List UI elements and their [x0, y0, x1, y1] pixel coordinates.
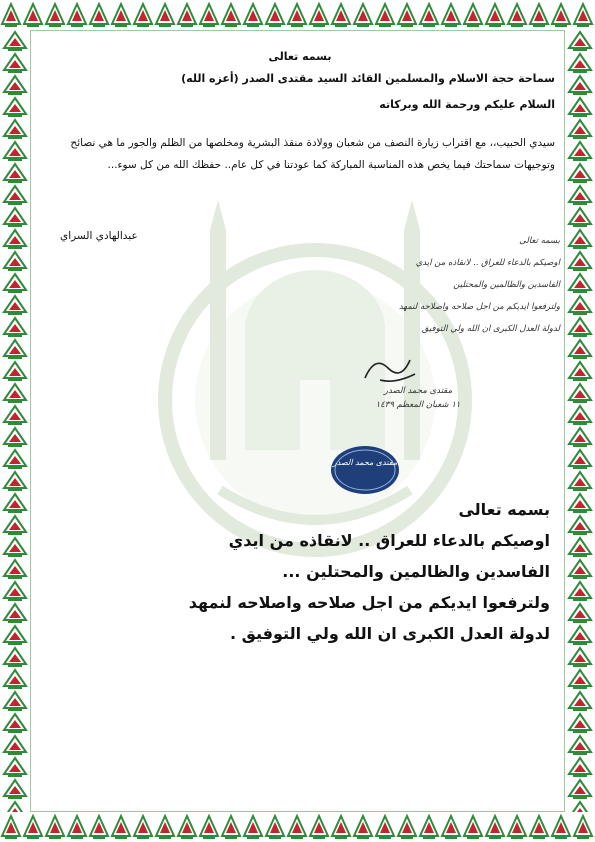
border-top — [0, 0, 595, 30]
transcription-line-3: الفاسدين والظالمين والمحتلين ... — [282, 562, 550, 581]
handwritten-line: الفاسدين والظالمين والمحتلين — [453, 280, 560, 290]
transcription-line-5: لدولة العدل الكبرى ان الله ولي التوفيق . — [229, 624, 550, 643]
transcription-line-1: بسمه تعالى — [458, 500, 550, 519]
signature-date: ١١ شعبان المعظم ١٤٣٩ — [375, 400, 461, 410]
letter-basmala: بسمه تعالى — [268, 50, 332, 63]
letter-body: سيدي الحبيب،، مع اقتراب زيارة النصف من شعبان وولادة منقذ البشرية ومخلصها من الظلم والجور ما هي نصائح وتوجيهات سماحتك فيما يخص هذه المناسبة المباركة كما عودتنا في كل عام.. حفظك الله من كل سوء... — [70, 137, 555, 171]
official-seal-icon — [330, 445, 400, 495]
border-bottom-pattern — [0, 812, 595, 842]
handwritten-line: بسمه تعالى — [519, 236, 560, 246]
handwritten-line: اوصيكم بالدعاء للعراق .. لانقاذه من ايدي — [415, 258, 560, 268]
transcription-line-2: اوصيكم بالدعاء للعراق .. لانقاذه من ايدي — [228, 531, 550, 550]
border-right-pattern — [565, 30, 595, 812]
transcription-line-4: ولترفعوا ايديكم من اجل صلاحه واصلاحه لنمهد — [188, 593, 550, 612]
seal-text: مقتدى محمد الصدر — [332, 458, 398, 467]
signature-name: مقتدى محمد الصدر — [383, 386, 453, 396]
handwritten-reply — [320, 228, 560, 458]
border-left-pattern — [0, 30, 30, 812]
letter-signer: عبدالهادي السراي — [60, 230, 138, 242]
border-right — [565, 30, 595, 812]
handwritten-line: لدولة العدل الكبرى ان الله ولي التوفيق — [421, 324, 560, 334]
border-top-pattern — [0, 0, 595, 30]
border-left — [0, 30, 30, 812]
letter-addressee: سماحة حجة الاسلام والمسلمين القائد السيد مقتدى الصدر (أعزه الله) — [181, 72, 555, 85]
signature-icon — [360, 350, 420, 386]
letter-greeting: السلام عليكم ورحمة الله وبركاته — [379, 98, 555, 111]
handwritten-line: ولترفعوا ايديكم من اجل صلاحه واصلاحه لنمهد — [398, 302, 560, 312]
border-bottom — [0, 812, 595, 842]
